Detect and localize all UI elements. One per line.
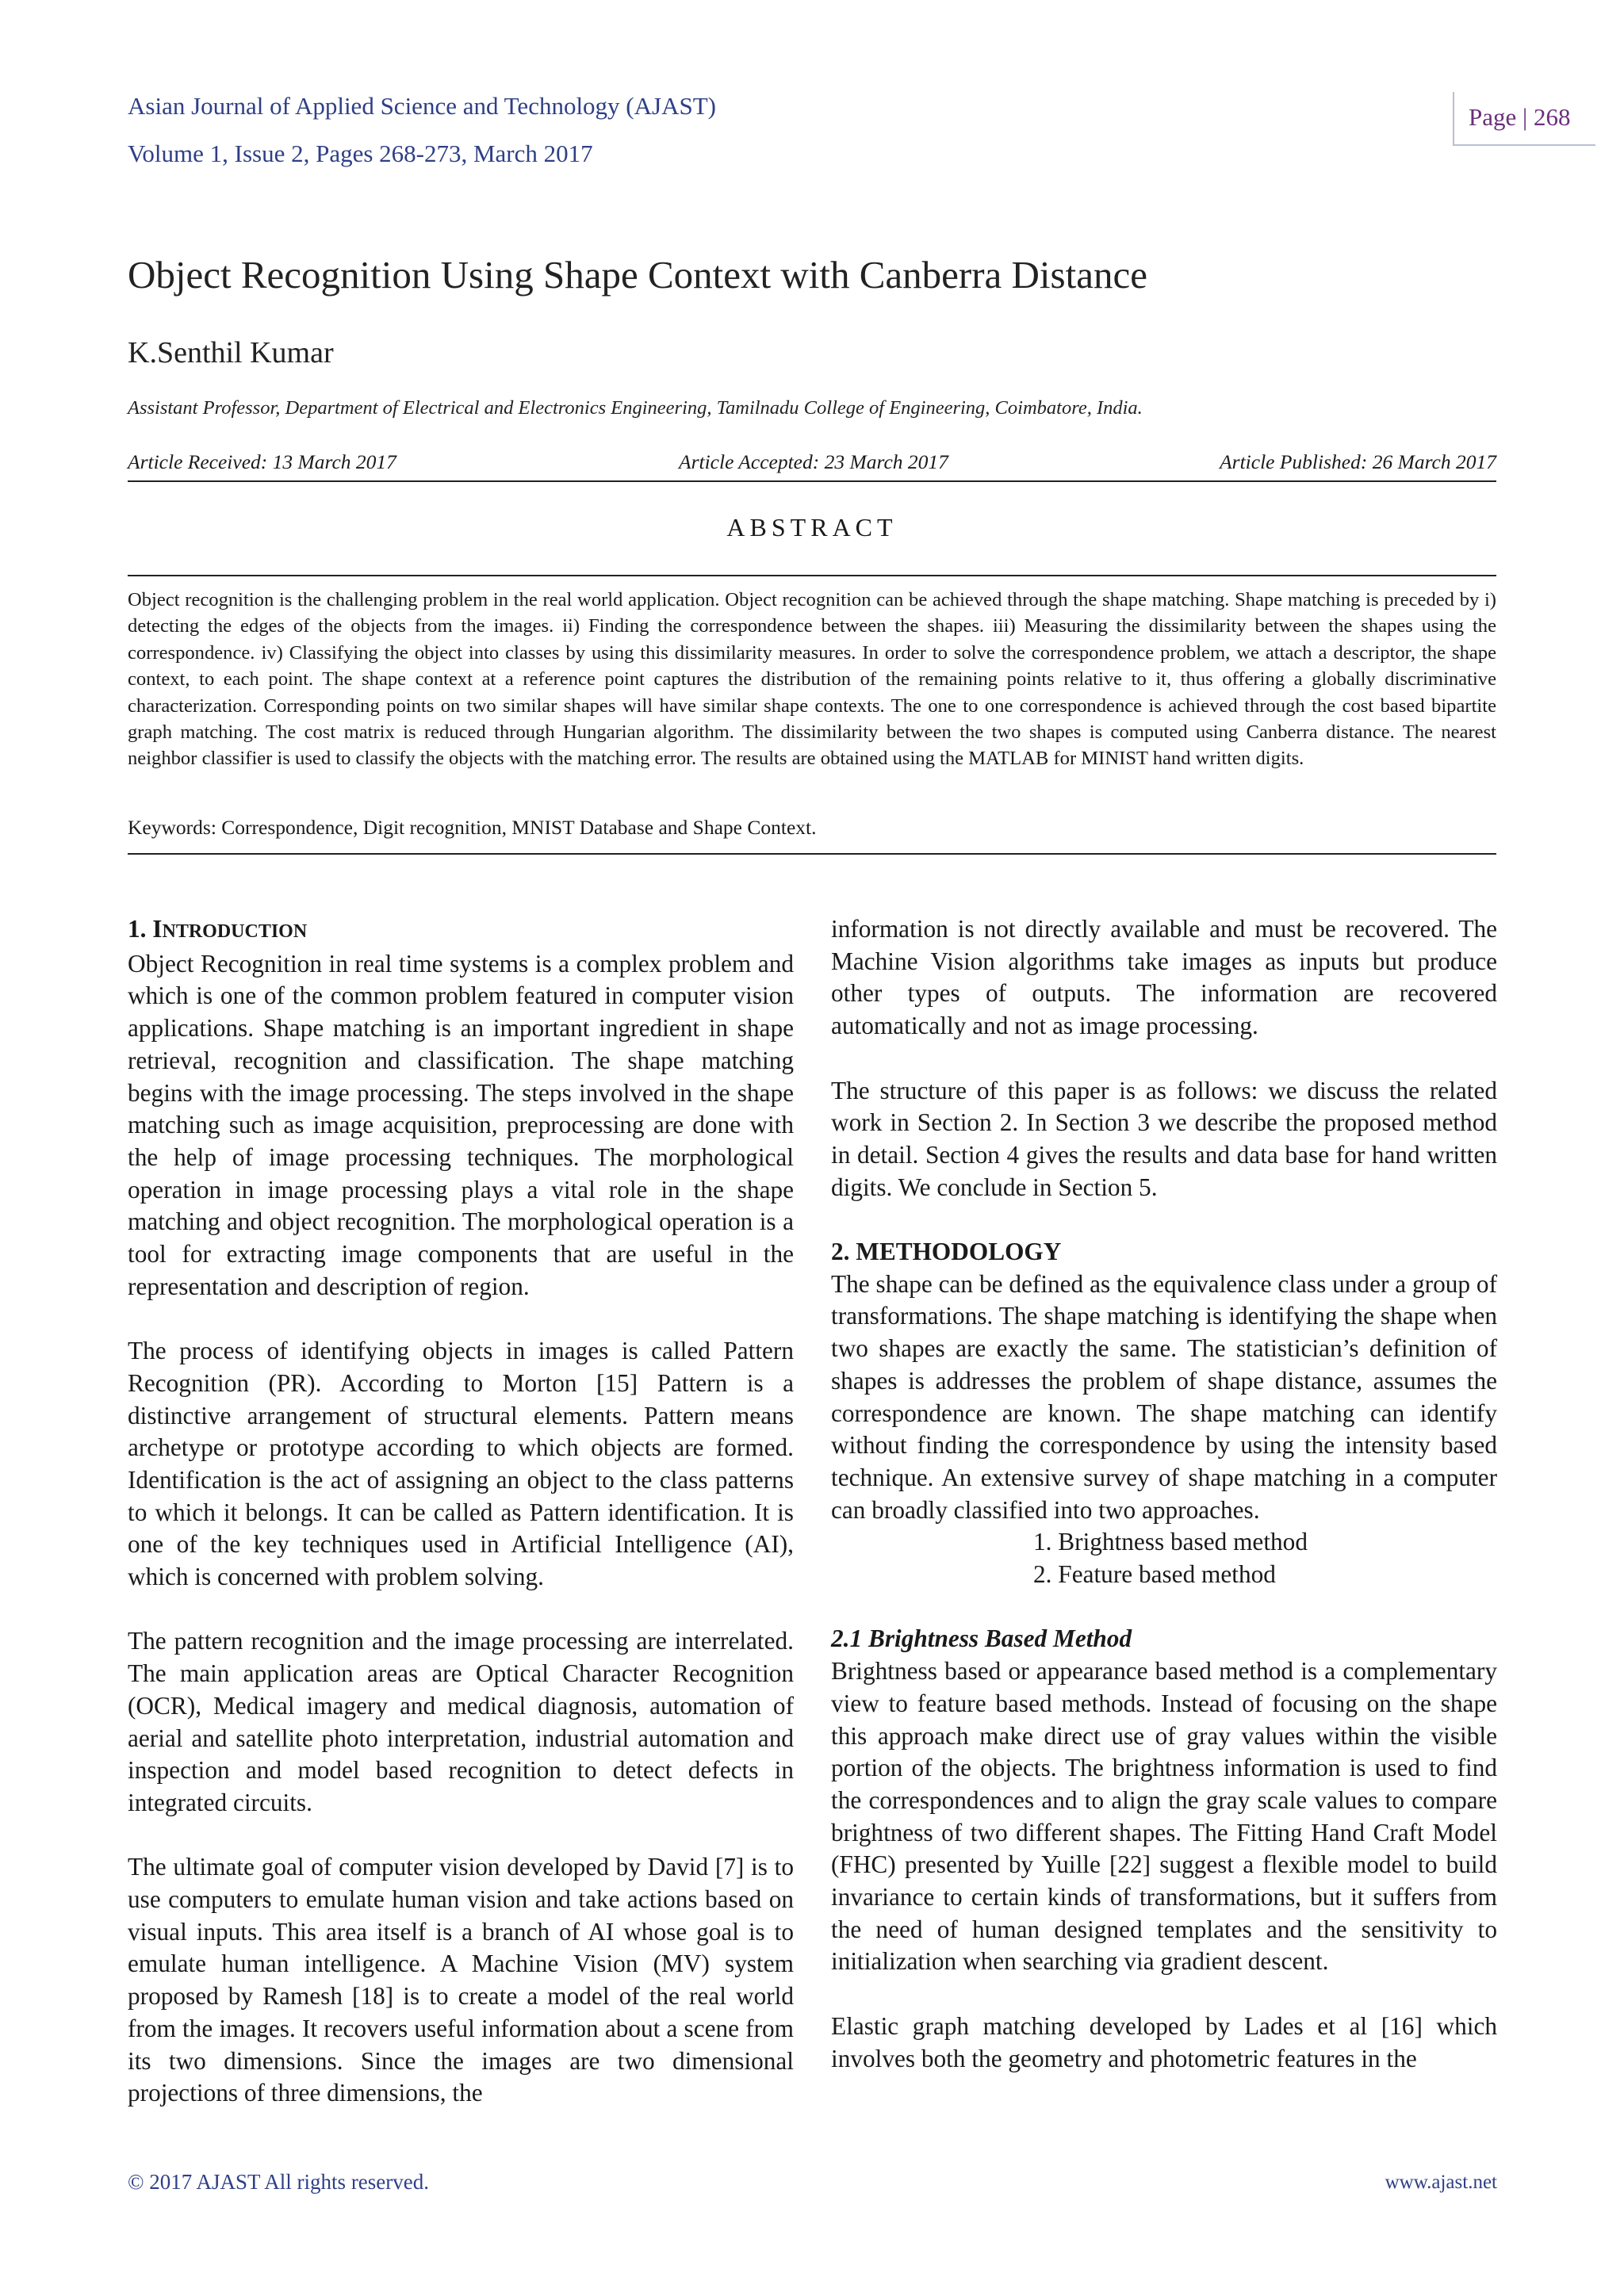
- paper-structure-paragraph: The structure of this paper is as follows: we discuss the related work in Section 2. In Section 3 we describe the proposed method in detail. Section 4 gives the results and data base for hand written digits. We conclude in Section 5.: [831, 1076, 1497, 1201]
- methods-list: [831, 1526, 1497, 1590]
- intro-paragraph-5: information is not directly available and must be recovered. The Machine Vision algorithms take images as inputs but produce other types of outputs. The information are recovered automatically and not as image processing.: [831, 915, 1497, 1040]
- abstract-text: Object recognition is the challenging problem in the real world application. Object recognition can be achieved through the shape matching. Shape matching is preceded by i) detecting the edges of the objects from the images. ii) Finding the correspondence between the shapes. iii) Measuring the dissimilarity between the shapes using the correspondence. iv) Classifying the object into classes by using this dissimilarity measures. In order to solve the correspondence problem, we attach a descriptor, the shape context, to each point. The shape context at a reference point captures the distribution of the remaining points relative to it, thus offering a globally discriminative characterization. Corresponding points on two similar shapes will have similar shape contexts. The one to one correspondence is achieved through the cost based bipartite graph matching. The cost matrix is reduced through Hungarian algorithm. The dissimilarity between the two shapes is computed using Canberra distance. The nearest neighbor classifier is used to classify the objects with the matching error. The results are obtained using the MATLAB for MINIST hand written digits.: [128, 589, 1496, 770]
- article-title: Object Recognition Using Shape Context with Canberra Distance: [128, 253, 1147, 297]
- intro-paragraph-3: The pattern recognition and the image processing are interrelated. The main application areas are Optical Character Recognition (OCR), Medical imagery and medical diagnosis, automation of aerial and satellite photo interpretation, industrial automation and inspection and model based recognition to detect defects in integrated circuits.: [128, 1627, 794, 1816]
- methodology-heading: 2. METHODOLOGY: [831, 1238, 1062, 1265]
- elastic-graph-paragraph: Elastic graph matching developed by Lades et al [16] which involves both the geometry and photometric features in the: [831, 2011, 1497, 2072]
- article-dates: [128, 449, 1496, 482]
- introduction-heading: 1. INTRODUCTION: [128, 915, 308, 943]
- date-accepted: Article Accepted: 23 March 2017: [679, 450, 948, 473]
- date-received: Article Received: 13 March 2017: [128, 450, 396, 473]
- keywords: Keywords: Correspondence, Digit recognition, MNIST Database and Shape Context.: [128, 816, 817, 839]
- list-item: 1. Brightness based method: [1033, 1528, 1308, 1556]
- intro-paragraph-4: The ultimate goal of computer vision developed by David [7] is to use computers to emulate human vision and take actions based on visual inputs. This area itself is a branch of AI whose goal is to emulate human intelligence. A Machine Vision (MV) system proposed by Ramesh [18] is to create a model of the real world from the images. It recovers useful information about a scene from its two dimensions. Since the images are two dimensional projections of three dimensions, the: [128, 1853, 794, 2107]
- journal-volume-info: Volume 1, Issue 2, Pages 268-273, March 2017: [128, 140, 593, 167]
- methodology-paragraph: The shape can be defined as the equivalence class under a group of transformations. The shape matching is identifying the shape when two shapes are exactly the same. The statistician’s definition of shapes is addresses the problem of shape distance, assumes the correspondence are known. The shape matching can identify without finding the correspondence by using the intensity based technique. An extensive survey of shape matching in a computer can broadly classified into two approaches.: [831, 1269, 1497, 1524]
- footer-copyright: © 2017 AJAST All rights reserved.: [128, 2170, 430, 2194]
- right-column: [831, 913, 1497, 2075]
- brightness-paragraph: Brightness based or appearance based method is a complementary view to feature based methods. Instead of focusing on the shape this approach make direct use of gray values within the visible portion of the objects. The brightness information is used to find the correspondences and to align the gray scale values to compare brightness of two different shapes. The Fitting Hand Craft Model (FHC) presented by Yuille [22] suggest a flexible model to build invariance to certain kinds of transformations, but it suffers from the need of human designed templates and the sensitivity to initialization when searching via gradient descent.: [831, 1657, 1497, 1976]
- abstract-top-divider: [128, 575, 1496, 576]
- date-published: Article Published: 26 March 2017: [1220, 450, 1496, 473]
- journal-name: Asian Journal of Applied Science and Technology (AJAST): [128, 92, 716, 120]
- left-column: [128, 913, 794, 2110]
- page-number-label: Page | 268: [1453, 92, 1595, 146]
- article-author: K.Senthil Kumar: [128, 336, 334, 369]
- abstract-bottom-divider: [128, 853, 1496, 855]
- footer-website-link[interactable]: www.ajast.net: [1385, 2172, 1497, 2193]
- author-affiliation: Assistant Professor, Department of Electrical and Electronics Engineering, Tamilnadu College of Engineering, Coimbatore, India.: [128, 397, 1143, 419]
- brightness-method-heading: 2.1 Brightness Based Method: [831, 1624, 1132, 1653]
- list-item: 2. Feature based method: [1033, 1560, 1276, 1589]
- intro-paragraph-2: The process of identifying objects in images is called Pattern Recognition (PR). According to Morton [15] Pattern is a distinctive arrangement of structural elements. Pattern means archetype or prototype according to which objects are formed. Identification is the act of assigning an object to the class patterns to which it belongs. It can be called as Pattern identification. It is one of the key techniques used in Artificial Intelligence (AI), which is concerned with problem solving.: [128, 1337, 794, 1591]
- abstract-heading: ABSTRACT: [726, 513, 898, 541]
- intro-paragraph-1: Object Recognition in real time systems is a complex problem and which is one of the common problem featured in computer vision applications. Shape matching is an important ingredient in shape retrieval, recognition and classification. The shape matching begins with the image processing. The steps involved in the shape matching such as image acquisition, preprocessing are done with the help of image processing techniques. The morphological operation in image processing plays a vital role in the shape matching and object recognition. The morphological operation is a tool for extracting image components that are useful in the representation and description of region.: [128, 949, 794, 1300]
